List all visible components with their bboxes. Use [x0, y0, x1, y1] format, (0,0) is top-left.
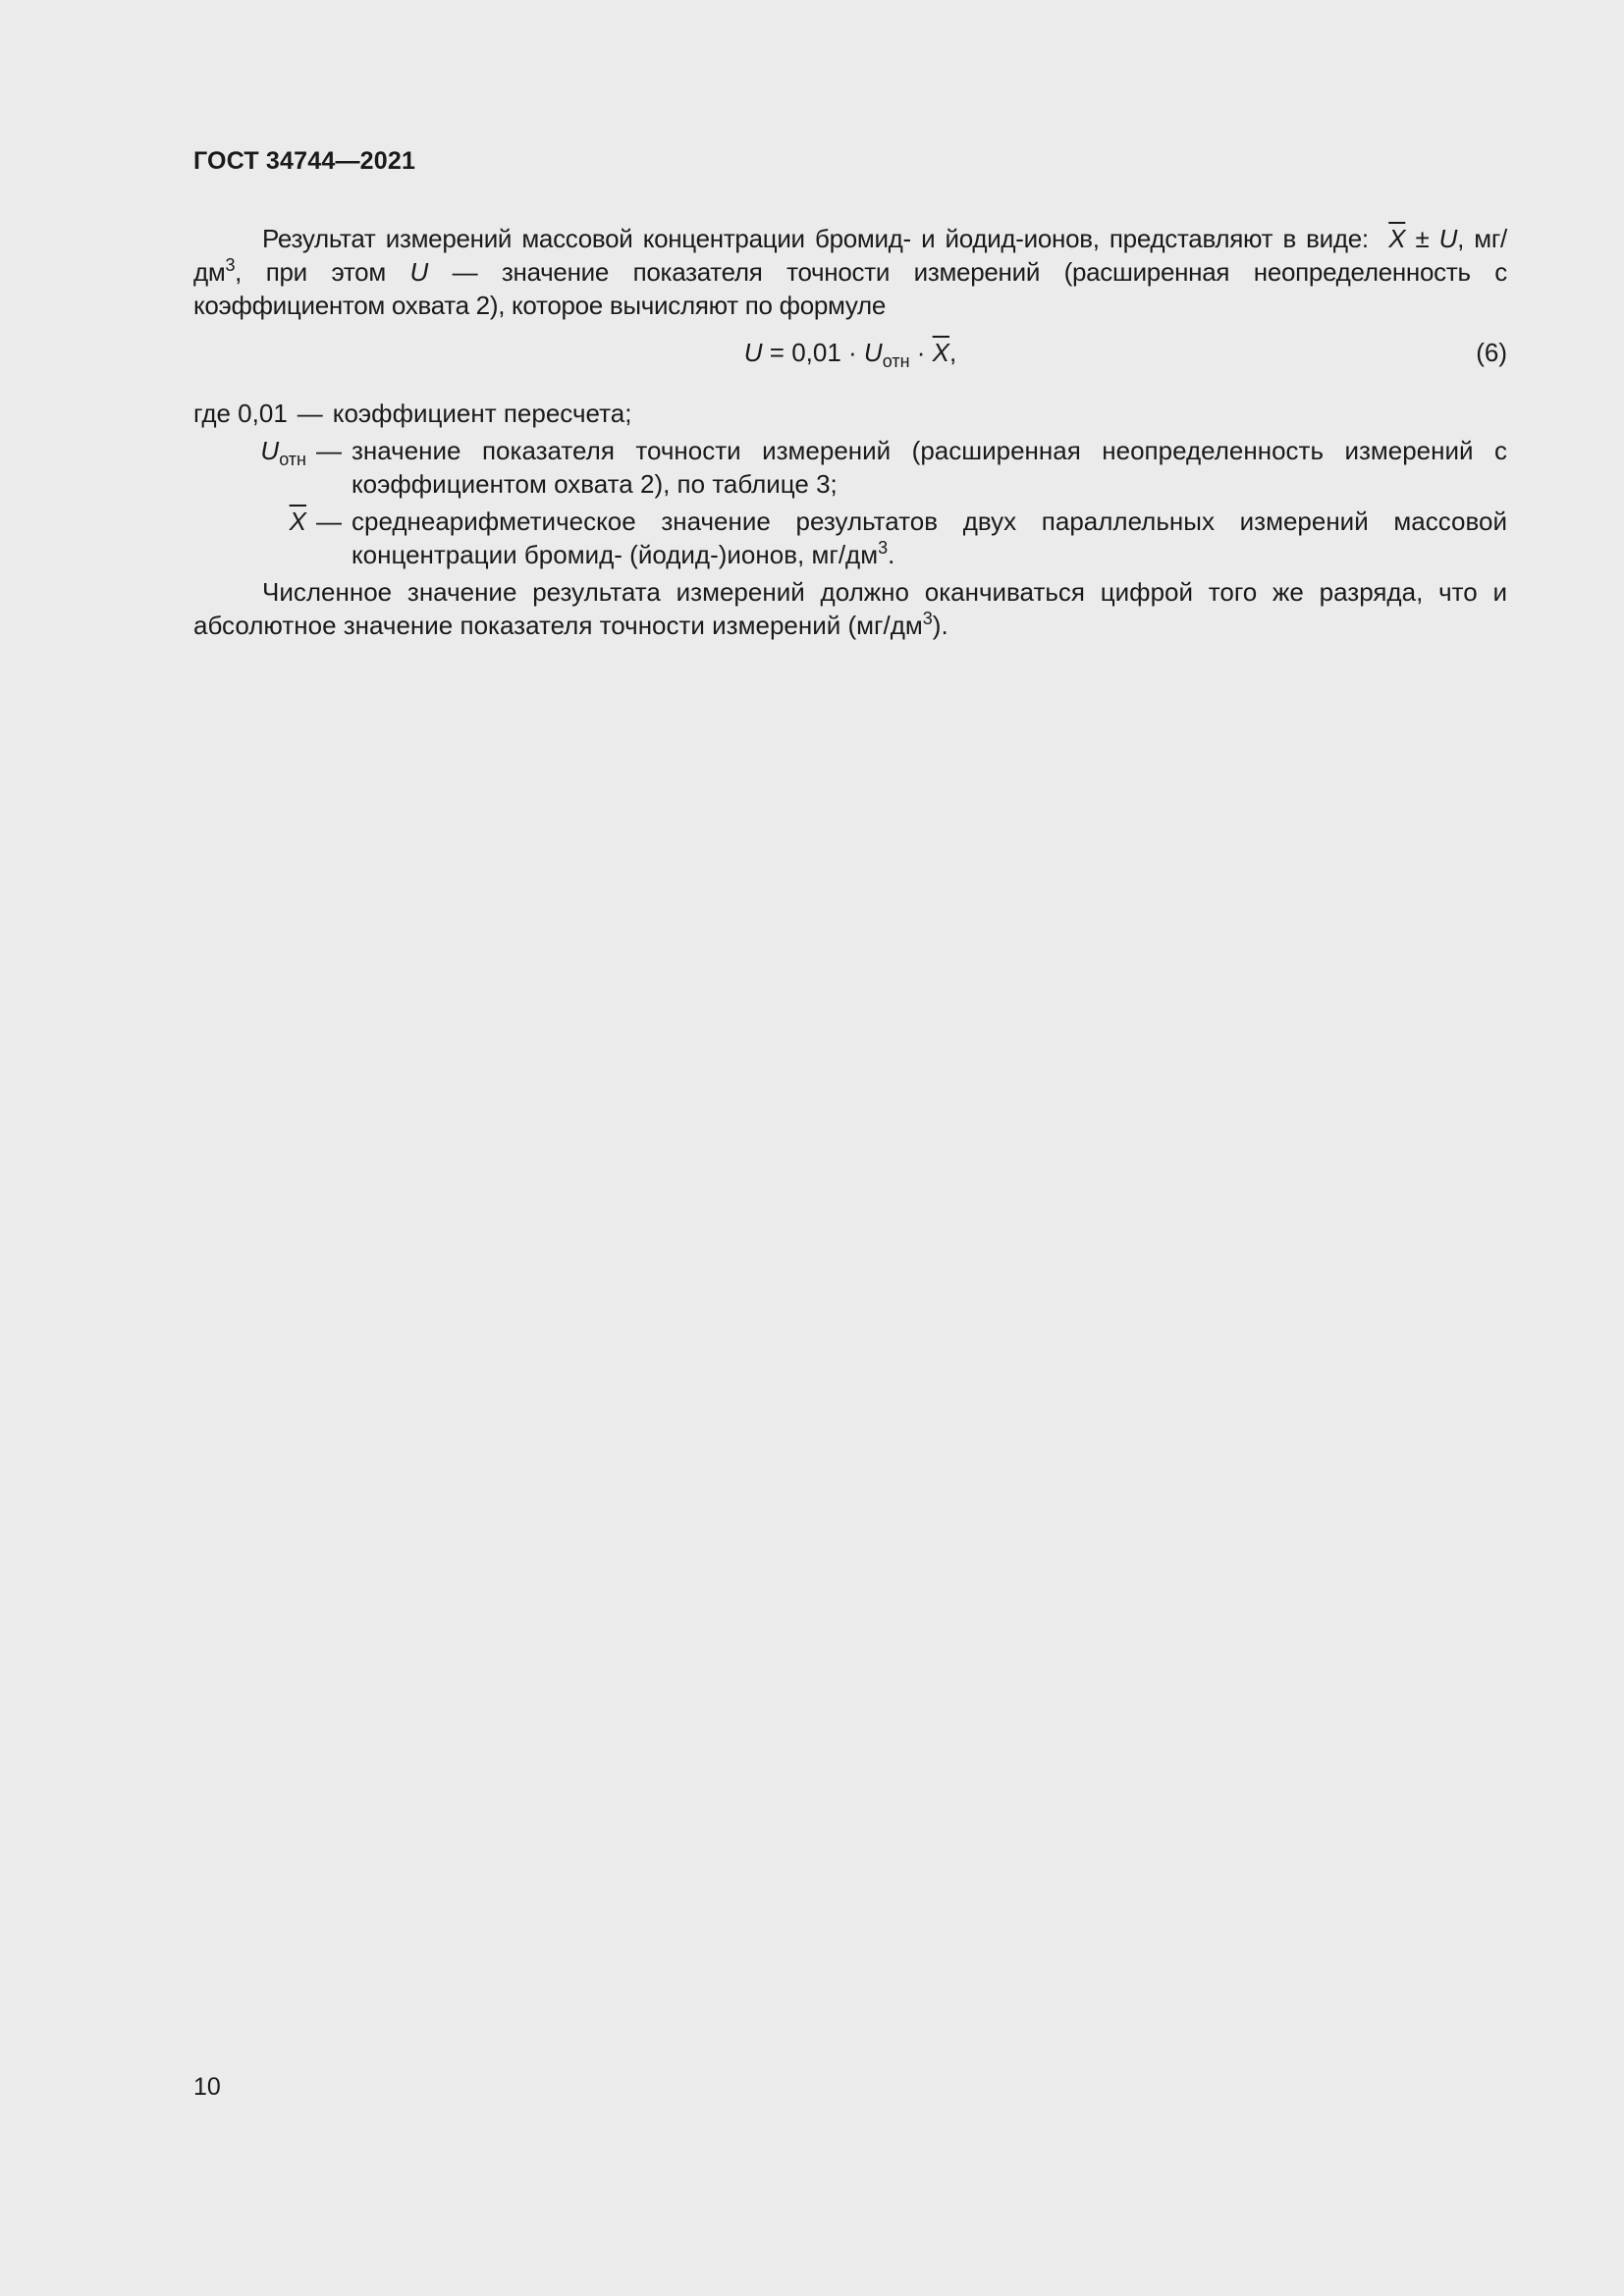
formula-mean-x: $\overline{X}$ [932, 338, 949, 367]
para1-comma: , [1457, 224, 1465, 253]
para1-text-3: — значение показателя точности измерений (расширенная неопределенность с коэффициентом охвата 2), которое вычисляют по формуле [193, 257, 1507, 320]
where-u-symbol: U [260, 436, 280, 465]
where-u-subscript: отн [279, 450, 306, 469]
unit-text: мг/дм [193, 224, 1507, 287]
page-content [193, 222, 1507, 642]
formula-comma: , [949, 338, 957, 367]
u-symbol: U [1438, 224, 1458, 253]
formula-u-rel: U [863, 338, 883, 367]
plus-minus-sign: ± [1415, 224, 1430, 253]
where-dash-1: — [297, 399, 323, 428]
where-def-coefficient: коэффициент пересчета; [332, 399, 632, 428]
where-term-u-rel [193, 434, 316, 501]
para2-text-2: ). [932, 611, 948, 640]
para2-superscript: 3 [922, 609, 933, 628]
formula-number: (6) [1476, 338, 1507, 367]
page-number: 10 [193, 2073, 221, 2101]
para2-text-1: Численное значение результата измерений должно оканчиваться цифрой того же разряда, что и абсолютное значение показателя точности измерений (мг/дм [193, 577, 1507, 640]
formula-u: U [743, 338, 763, 367]
formula-6 [193, 332, 1507, 375]
where-item-u-rel [193, 434, 1507, 501]
where-dash-3: — [316, 507, 342, 536]
formula-dot: · [916, 338, 926, 367]
para1-text-2: , при этом [235, 257, 386, 287]
unit-superscript: 3 [225, 255, 236, 275]
formula-u-rel-subscript: отн [882, 351, 910, 371]
where-item-mean [193, 505, 1507, 571]
where-def-mean-text: среднеарифметическое значение результатов двух параллельных измерений массовой концентрации бромид- (йодид-)ионов, мг/дм [352, 507, 1507, 569]
paragraph-result-presentation [193, 222, 1507, 322]
paragraph-numeric-value [193, 575, 1507, 642]
where-item-coefficient [193, 397, 1507, 430]
u-symbol-2: U [409, 257, 428, 287]
document-code: ГОСТ 34744—2021 [193, 147, 416, 175]
where-def-mean-superscript: 3 [878, 538, 889, 558]
formula-expression [193, 336, 1507, 369]
where-mean-x-symbol: $\overline{X}$ [289, 507, 306, 536]
where-def-mean [352, 505, 1507, 571]
formula-equals: = 0,01 · [769, 338, 857, 367]
where-def-u-rel: значение показателя точности измерений (расширенная неопределенность измерений с коэффициентом охвата 2), по таблице 3; [352, 436, 1507, 499]
where-lead: где 0,01 [193, 399, 288, 428]
where-term-mean [193, 505, 316, 571]
para1-text-1: Результат измерений массовой концентрации бромид- и йодид-ионов, представляют в виде: [262, 224, 1369, 253]
where-def-mean-end: . [888, 540, 895, 569]
where-dash-2: — [316, 436, 342, 465]
mean-x-symbol: $\overline{X}$ [1388, 224, 1406, 253]
